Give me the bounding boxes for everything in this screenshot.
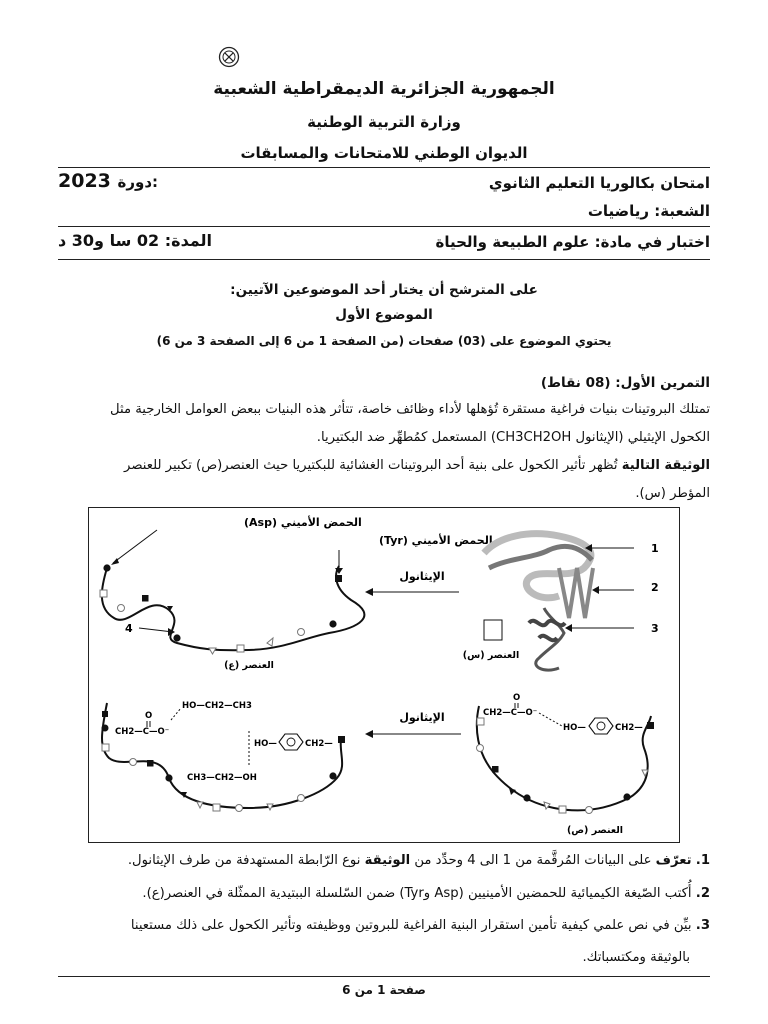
residue-square — [559, 806, 566, 813]
residue-square-dark — [102, 711, 108, 717]
oxygen-left: O — [145, 711, 153, 721]
tyr-ch2-left: CH2— — [305, 739, 333, 749]
coo-group-left: CH2—C—O⁻ — [115, 727, 170, 737]
exercise-text-4: المؤطر (س). — [635, 486, 710, 501]
document-figure — [88, 507, 680, 843]
info-divider-top — [58, 226, 710, 227]
tyr-ho-right: HO— — [563, 723, 586, 733]
residue-square-dark — [147, 760, 154, 767]
benzene-ring-left — [279, 734, 303, 750]
pages-note: يحتوي الموضوع على (03) صفحات (من الصفحة 1 من 6 إلى الصفحة 3 من 6) — [156, 334, 612, 348]
asp-residue — [103, 564, 110, 571]
framed-region — [484, 620, 502, 640]
exercise-text-3 — [58, 452, 710, 480]
residue-square — [477, 718, 484, 725]
question-3-number: 3. — [695, 918, 710, 933]
exercise-text-3-rest: تُظهر تأثير الكحول على بنية أحد البروتينات الغشائية للبكتيريا حيث العنصر(ص) تكبير للعنصر — [124, 458, 622, 473]
asp-label: الحمض الأميني (Asp) — [244, 516, 362, 529]
residue-triangle-open — [267, 638, 273, 646]
topic-title: الموضوع الأول — [335, 307, 433, 323]
oxygen-right: O — [513, 693, 521, 703]
ministry-title: وزارة التربية الوطنية — [307, 113, 461, 131]
benzene-ring-right — [589, 718, 613, 734]
residue-circle — [130, 759, 137, 766]
residue-circle — [236, 805, 243, 812]
tyr-label: الحمض الأميني (Tyr) — [379, 534, 493, 547]
residue-square — [102, 744, 109, 751]
tyr-residue-bottom — [338, 736, 345, 743]
question-3-continued: بالوثيقة ومكتسباتك. — [582, 950, 690, 965]
question-1-number: 1. — [695, 853, 710, 868]
republic-title: الجمهورية الجزائرية الديمقراطية الشعبية — [213, 79, 555, 99]
residue-square-dark — [142, 595, 149, 602]
info-divider-bottom — [58, 259, 710, 260]
residue-square — [213, 804, 220, 811]
exercise-title: التمرين الأول: (08 نقاط) — [540, 375, 710, 391]
ethanol-label-bottom: الإيثانول — [399, 711, 445, 724]
question-1-text: على البيانات المُرقَّمة من 1 الى 4 وحدِّد من — [410, 853, 656, 868]
residue-dot — [173, 634, 180, 641]
exercise-text-2: الكحول الإيثيلي (الإيثانول CH3CH2OH) المستعمل كمُطهِّر ضد البكتيريا. — [316, 430, 710, 445]
residue-circle — [118, 605, 125, 612]
tyr-ho-left: HO— — [254, 739, 277, 749]
residue-dot — [329, 620, 336, 627]
coo-group-right: CH2—C—O⁻ — [483, 708, 538, 718]
question-2-text: أُكتب الصّيغة الكيميائية للحمضين الأمينيين (Asp وTyr) ضمن السّلسلة الببتيدية الممثّلة في العنصر(ع). — [142, 886, 692, 901]
exam-duration — [58, 231, 258, 250]
question-1-verb: تعرّف — [655, 853, 692, 868]
exam-branch: الشعبة: رياضيات — [587, 202, 710, 220]
element-a-label: العنصر (ع) — [224, 660, 274, 671]
residue-triangle-open — [544, 802, 550, 809]
label-3: 3 — [651, 622, 659, 635]
ethanol-formula-bottom: CH3—CH2—OH — [187, 773, 257, 783]
page-number: صفحة 1 من 6 — [342, 983, 426, 997]
ethanol-formula-top: HO—CH2—CH3 — [182, 701, 252, 711]
residue-square — [237, 645, 244, 652]
choose-instruction: على المترشح أن يختار أحد الموضوعين الآتيين: — [230, 282, 538, 298]
question-1-doc: الوثيقة — [364, 853, 411, 868]
tyr-residue-right — [647, 722, 654, 729]
exam-subject: اختبار في مادة: علوم الطبيعة والحياة — [435, 233, 710, 251]
ethanol-label-top: الإيثانول — [399, 570, 445, 583]
residue-dot — [623, 793, 630, 800]
session-year: 2023 — [58, 170, 111, 192]
tyr-ch2-right: CH2— — [615, 723, 643, 733]
question-2 — [58, 882, 710, 906]
residue-square-dark — [492, 766, 499, 773]
label-4: 4 — [125, 622, 133, 635]
duration-label: المدة: — [164, 231, 213, 250]
question-3 — [58, 914, 710, 938]
figure-drawing — [89, 508, 681, 844]
residue-dot — [523, 794, 530, 801]
residue-triangle-open — [197, 802, 203, 808]
residue-circle — [586, 807, 593, 814]
question-1-text-end: نوع الرّابطة المستهدفة من طرف الإيثانول. — [127, 853, 365, 868]
asp-residue-bottom — [102, 725, 109, 732]
question-2-number: 2. — [695, 886, 710, 901]
exercise-text-1: تمتلك البروتينات بنيات فراغية مستقرة تُؤهلها لأداء وظائف خاصة، تتأثر هذه البنيات ببعض العوامل الخارجية مثل — [110, 402, 710, 417]
session-label: دورة: — [117, 173, 159, 191]
residue-circle — [298, 629, 305, 636]
label-2: 2 — [651, 581, 659, 594]
residue-square — [100, 590, 107, 597]
residue-dot — [329, 772, 336, 779]
header-divider — [58, 167, 710, 168]
emblem-icon — [218, 46, 240, 68]
tyr-residue — [335, 575, 342, 582]
residue-dot — [165, 774, 172, 781]
residue-circle — [477, 745, 484, 752]
residue-circle — [298, 795, 305, 802]
label-1: 1 — [651, 542, 659, 555]
question-3-text: بيِّن في نص علمي كيفية تأمين استقرار البنية الفراغية للبروتين ووظيفته وتأثير الكحول على ذلك مستعينا — [130, 918, 692, 933]
residue-triangle-open — [209, 648, 216, 654]
question-1 — [58, 849, 710, 873]
footer-divider — [58, 976, 710, 977]
doc-reference: الوثيقة التالية — [621, 458, 710, 473]
exam-session — [58, 170, 710, 192]
element-p-label: العنصر (ص) — [566, 825, 624, 836]
office-title: الديوان الوطني للامتحانات والمسابقات — [240, 144, 528, 162]
element-s-label: العنصر (س) — [462, 650, 520, 661]
duration-value: 02 سا و30 د — [58, 231, 160, 250]
exam-title: امتحان بكالوريا التعليم الثانوي — [488, 174, 710, 192]
